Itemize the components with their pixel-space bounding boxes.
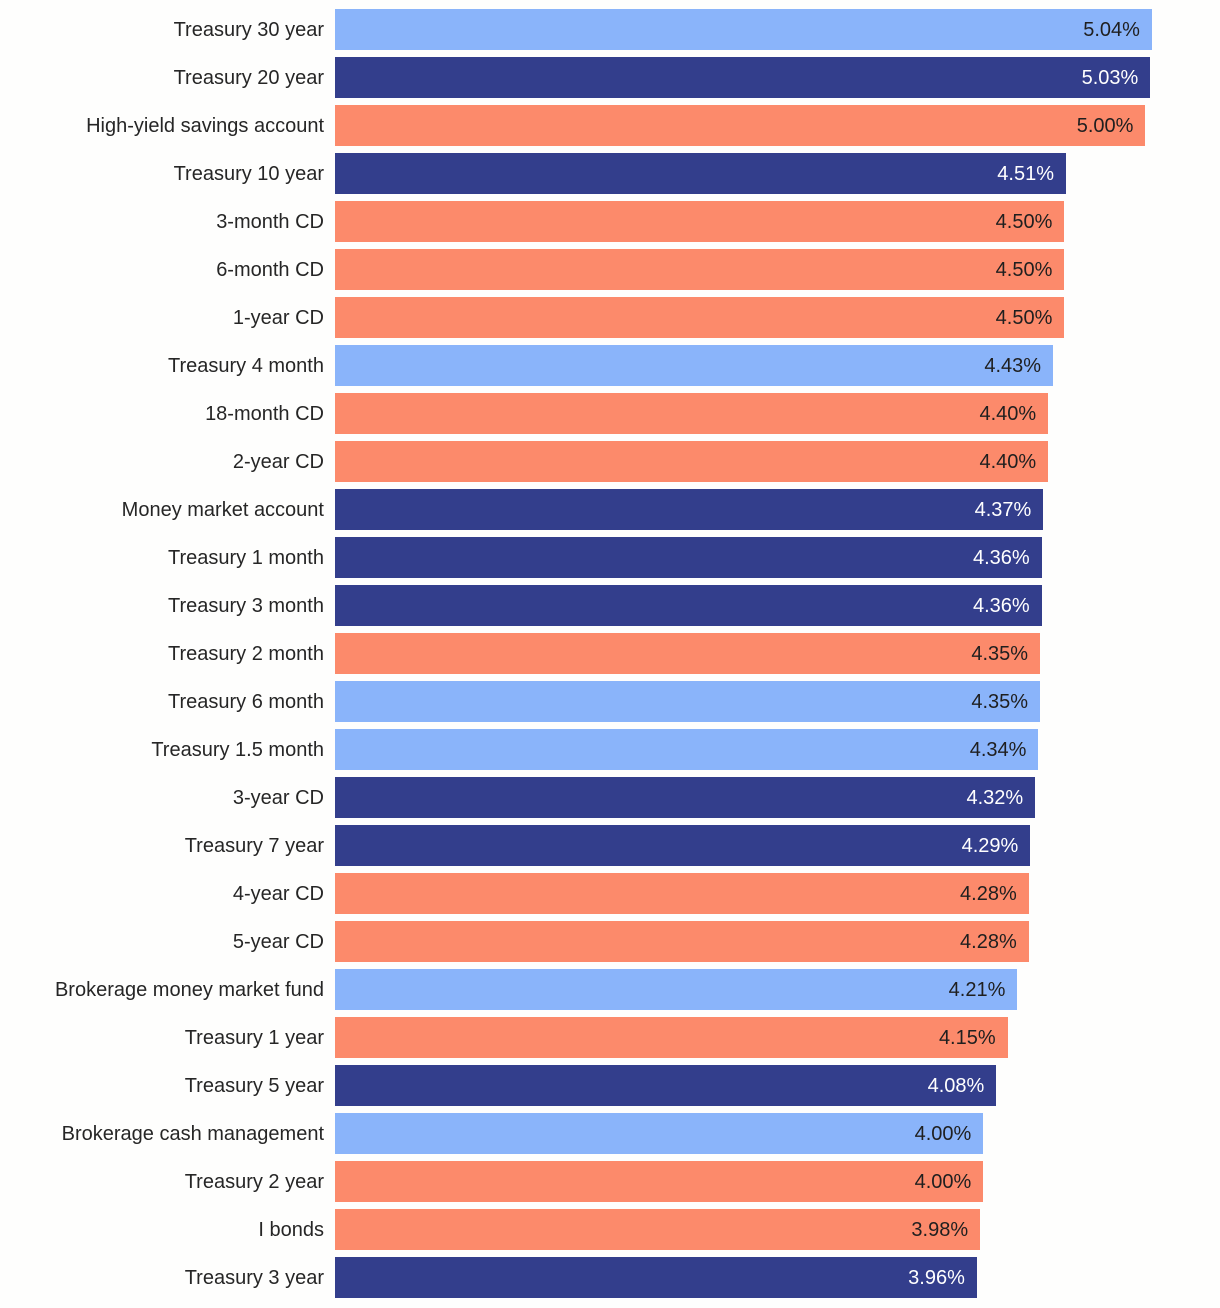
category-label: 2-year CD [232, 450, 324, 473]
category-label: Brokerage money market fund [54, 978, 324, 1001]
bar-track [335, 1161, 1220, 1202]
bar [335, 201, 1064, 242]
category-label: Treasury 30 year [173, 18, 324, 41]
bar [335, 1113, 983, 1154]
category-label: 18-month CD [205, 402, 324, 425]
bar [335, 441, 1048, 482]
category-label: Brokerage cash management [61, 1122, 324, 1145]
category-label: I bonds [258, 1218, 324, 1241]
category-label: 3-month CD [216, 210, 324, 233]
bar-track [335, 1017, 1220, 1058]
category-label: 6-month CD [216, 258, 324, 281]
category-label: Treasury 5 year [184, 1074, 324, 1097]
bar-track [335, 249, 1220, 290]
bar [335, 9, 1152, 50]
chart-row [0, 201, 1220, 242]
bar [335, 393, 1048, 434]
bar [335, 345, 1053, 386]
value-label: 4.43% [984, 354, 1042, 377]
chart-row [0, 153, 1220, 194]
value-label: 4.50% [995, 258, 1053, 281]
category-label: Treasury 3 year [184, 1266, 324, 1289]
bar-track [335, 921, 1220, 962]
value-label: 4.50% [995, 306, 1053, 329]
chart-row [0, 1161, 1220, 1202]
chart-row [0, 1209, 1220, 1250]
value-label: 5.00% [1076, 114, 1134, 137]
bar-track [335, 633, 1220, 674]
bar [335, 825, 1030, 866]
chart-row [0, 537, 1220, 578]
chart-row [0, 1113, 1220, 1154]
bar [335, 1017, 1008, 1058]
chart-row [0, 1017, 1220, 1058]
value-label: 4.15% [938, 1026, 996, 1049]
value-label: 4.34% [969, 738, 1027, 761]
bar-track [335, 537, 1220, 578]
chart-row [0, 585, 1220, 626]
bar [335, 969, 1017, 1010]
chart-row [0, 57, 1220, 98]
chart-row [0, 297, 1220, 338]
value-label: 4.29% [961, 834, 1019, 857]
chart-row [0, 873, 1220, 914]
chart-row [0, 1257, 1220, 1298]
bar-track [335, 825, 1220, 866]
chart-row [0, 633, 1220, 674]
bar [335, 777, 1035, 818]
value-label: 3.98% [911, 1218, 969, 1241]
chart-row [0, 9, 1220, 50]
value-label: 4.51% [997, 162, 1055, 185]
bar-track [335, 153, 1220, 194]
value-label: 4.50% [995, 210, 1053, 233]
bar-track [335, 585, 1220, 626]
chart-row [0, 729, 1220, 770]
chart-row [0, 249, 1220, 290]
bar [335, 489, 1043, 530]
bar [335, 921, 1029, 962]
chart-row [0, 921, 1220, 962]
category-label: 4-year CD [232, 882, 324, 905]
bar-track [335, 105, 1220, 146]
category-label: Treasury 2 month [168, 642, 324, 665]
bar [335, 1065, 996, 1106]
bar [335, 873, 1029, 914]
value-label: 4.36% [972, 546, 1030, 569]
category-label: Treasury 7 year [184, 834, 324, 857]
bar-track [335, 345, 1220, 386]
bar [335, 249, 1064, 290]
bar-track [335, 441, 1220, 482]
bar [335, 105, 1145, 146]
bar-track [335, 681, 1220, 722]
value-label: 4.08% [927, 1074, 985, 1097]
bar-track [335, 729, 1220, 770]
value-label: 4.28% [960, 930, 1017, 953]
chart-row [0, 681, 1220, 722]
category-label: Money market account [121, 498, 324, 521]
chart-row [0, 345, 1220, 386]
category-label: Treasury 1.5 month [151, 738, 324, 761]
bar [335, 57, 1150, 98]
category-label: 1-year CD [232, 306, 324, 329]
chart-row [0, 1065, 1220, 1106]
value-label: 3.96% [908, 1266, 965, 1289]
value-label: 5.03% [1081, 66, 1139, 89]
bar-track [335, 489, 1220, 530]
bar [335, 1161, 983, 1202]
value-label: 4.35% [971, 690, 1029, 713]
bar [335, 153, 1066, 194]
category-label: Treasury 10 year [173, 162, 324, 185]
chart-row [0, 105, 1220, 146]
value-label: 5.04% [1083, 18, 1140, 41]
bar [335, 1209, 980, 1250]
bar [335, 633, 1040, 674]
value-label: 4.00% [914, 1170, 972, 1193]
bar-track [335, 969, 1220, 1010]
value-label: 4.28% [960, 882, 1017, 905]
bar-track [335, 1065, 1220, 1106]
value-label: 4.00% [914, 1122, 972, 1145]
category-label: 5-year CD [232, 930, 324, 953]
category-label: Treasury 1 month [168, 546, 324, 569]
bar [335, 729, 1038, 770]
bar [335, 681, 1040, 722]
category-label: Treasury 4 month [168, 354, 324, 377]
chart-row [0, 777, 1220, 818]
bar [335, 537, 1042, 578]
chart-row [0, 441, 1220, 482]
value-label: 4.35% [971, 642, 1029, 665]
bar-track [335, 57, 1220, 98]
value-label: 4.40% [979, 402, 1037, 425]
chart-row [0, 969, 1220, 1010]
category-label: 3-year CD [232, 786, 324, 809]
value-label: 4.32% [966, 786, 1024, 809]
bar [335, 1257, 977, 1298]
bar [335, 585, 1042, 626]
bar-track [335, 1113, 1220, 1154]
category-label: Treasury 6 month [168, 690, 324, 713]
category-label: Treasury 20 year [173, 66, 324, 89]
category-label: High-yield savings account [86, 114, 324, 137]
bar-track [335, 1209, 1220, 1250]
value-label: 4.36% [972, 594, 1030, 617]
bar-track [335, 201, 1220, 242]
bar [335, 297, 1064, 338]
bar-track [335, 9, 1220, 50]
bar-track [335, 777, 1220, 818]
bar-track [335, 297, 1220, 338]
chart-row [0, 489, 1220, 530]
value-label: 4.37% [974, 498, 1032, 521]
value-label: 4.40% [979, 450, 1037, 473]
category-label: Treasury 2 year [184, 1170, 324, 1193]
value-label: 4.21% [948, 978, 1006, 1001]
bar-track [335, 1257, 1220, 1298]
category-label: Treasury 1 year [184, 1026, 324, 1049]
chart-row [0, 825, 1220, 866]
chart-row [0, 393, 1220, 434]
category-label: Treasury 3 month [168, 594, 324, 617]
bar-track [335, 873, 1220, 914]
bar-track [335, 393, 1220, 434]
